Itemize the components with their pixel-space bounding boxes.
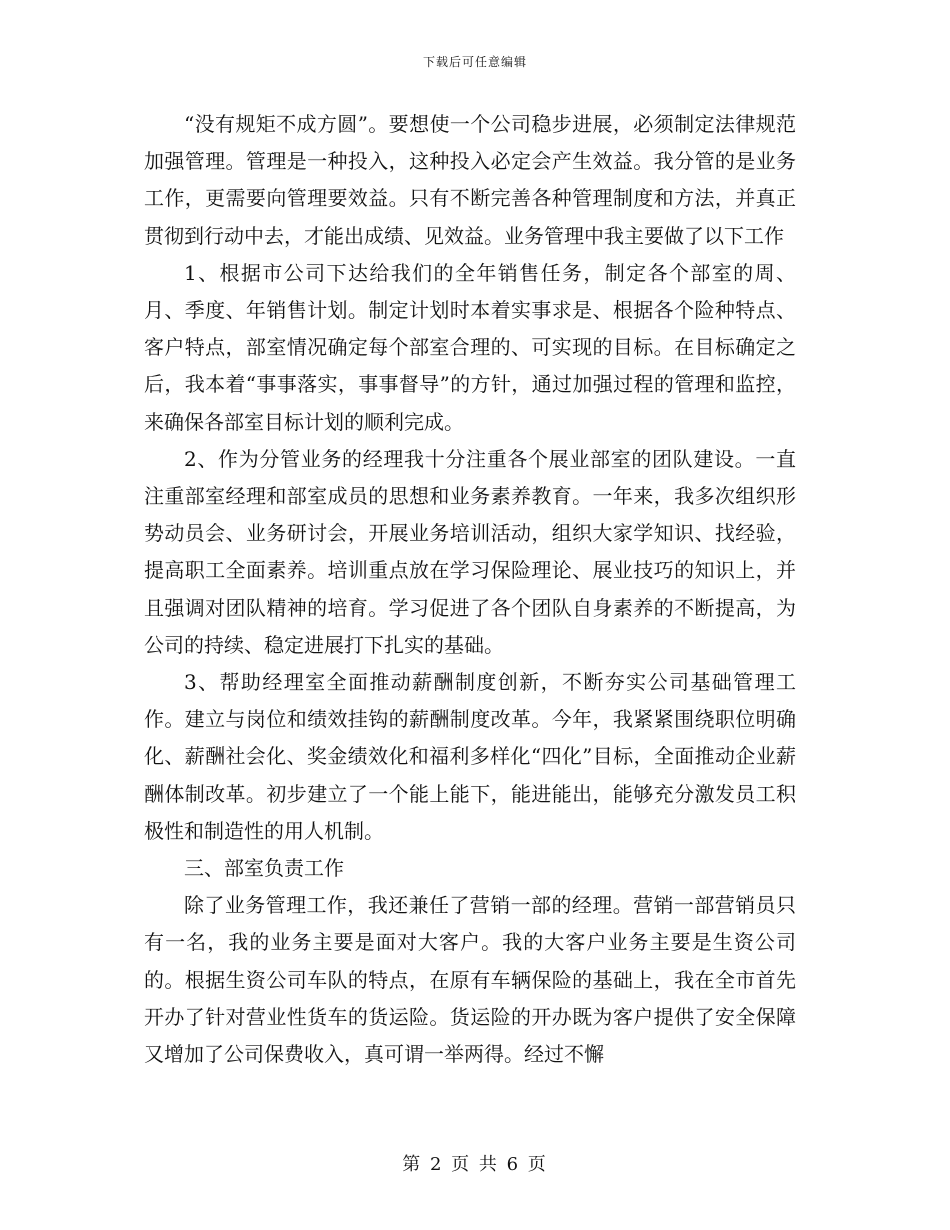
paragraph-item-1: 1、根据市公司下达给我们的全年销售任务，制定各个部室的周、月、季度、年销售计划。制定计划时本着实事求是、根据各个险种特点、客户特点，部室情况确定每个部室合理的、可实现的目标。在目标确定之后，我本着“事事落实，事事督导”的方针，通过加强过程的管理和监控，来确保各部室目标计划的顺利完成。 [144, 260, 796, 434]
paragraph-intro: “没有规矩不成方圆”。要想使一个公司稳步进展，必须制定法律规范加强管理。管理是一种投入，这种投入必定会产生效益。我分管的是业务工作，更需要向管理要效益。只有不断完善各种管理制度和方法，并真正贯彻到行动中去，才能出成绩、见效益。业务管理中我主要做了以下工作 [144, 112, 796, 248]
document-body [144, 106, 796, 1073]
paragraph-item-2: 2、作为分管业务的经理我十分注重各个展业部室的团队建设。一直注重部室经理和部室成员的思想和业务素养教育。一年来，我多次组织形势动员会、业务研讨会，开展业务培训活动，组织大家学知识、找经验，提高职工全面素养。培训重点放在学习保险理论、展业技巧的知识上，并且强调对团队精神的培育。学习促进了各个团队自身素养的不断提高，为公司的持续、稳定进展打下扎实的基础。 [144, 446, 796, 657]
page-header: 下载后可任意编辑 [422, 55, 527, 69]
section-heading: 三、部室负责工作 [184, 856, 344, 881]
paragraph-section-3: 除了业务管理工作，我还兼任了营销一部的经理。营销一部营销员只有一名，我的业务主要是面对大客户。我的大客户业务主要是生资公司的。根据生资公司车队的特点，在原有车辆保险的基础上，我在全市首先开办了针对营业性货车的货运险。货运险的开办既为客户提供了安全保障又增加了公司保费收入，真可谓一举两得。经过不懈 [144, 893, 796, 1067]
paragraph-item-3: 3、帮助经理室全面推动薪酬制度创新，不断夯实公司基础管理工作。建立与岗位和绩效挂钩的薪酬制度改革。今年，我紧紧围绕职位明确化、薪酬社会化、奖金绩效化和福利多样化“四化”目标，全面推动企业薪酬体制改革。初步建立了一个能上能下，能进能出，能够充分激发员工积极性和制造性的用人机制。 [144, 670, 796, 843]
page-number: 第 2 页 共 6 页 [402, 1154, 548, 1175]
